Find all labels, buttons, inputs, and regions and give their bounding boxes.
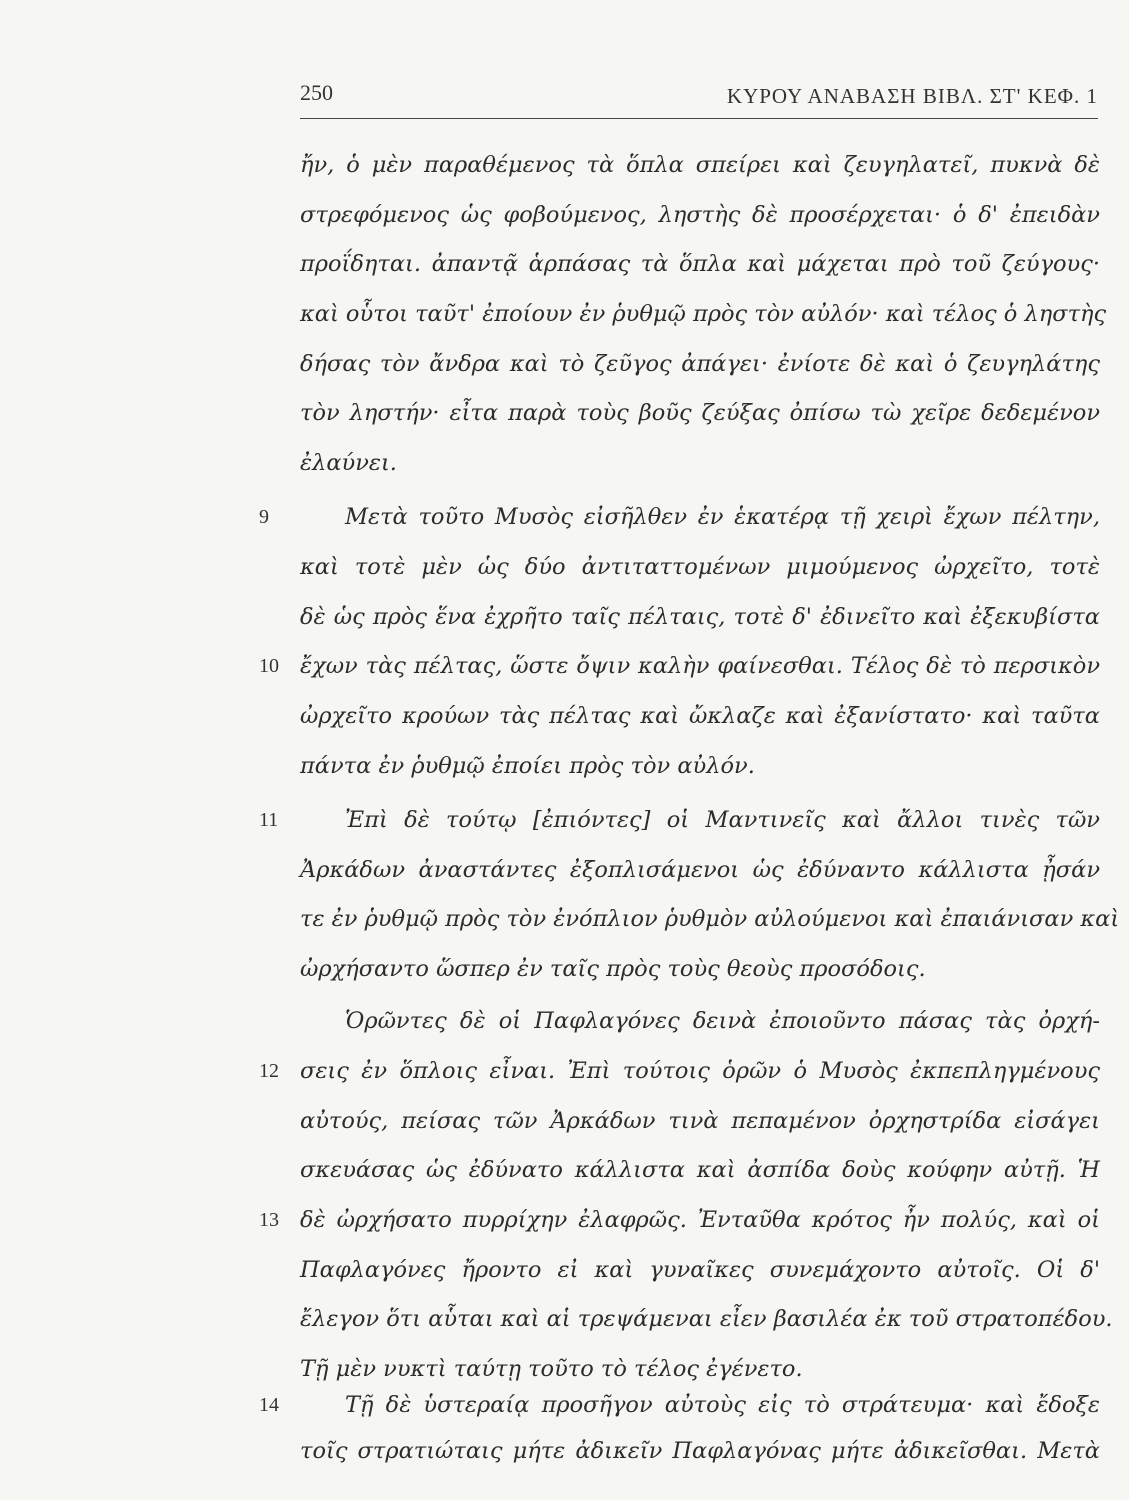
text-line: πάντα ἐν ῥυθμῷ ἐποίει πρὸς τὸν αὐλόν. bbox=[300, 753, 755, 779]
text-line: ἔχων τὰς πέλτας, ὥστε ὄψιν καλὴν φαίνεσθαι. Τέλος δὲ τὸ περσικὸν bbox=[300, 653, 1100, 679]
text-line: τὸν ληστήν· εἶτα παρὰ τοὺς βοῦς ζεύξας ὀπίσω τὼ χεῖρε δεδεμένον bbox=[300, 400, 1100, 426]
text-line: σκευάσας ὡς ἐδύνατο κάλλιστα καὶ ἀσπίδα δοὺς κούφην αὐτῇ. Ἡ bbox=[300, 1157, 1100, 1183]
text-line: Τῇ μὲν νυκτὶ ταύτῃ τοῦτο τὸ τέλος ἐγένετο. bbox=[300, 1356, 803, 1382]
text-line: σεις ἐν ὅπλοις εἶναι. Ἐπὶ τούτοις ὁρῶν ὁ Μυσὸς ἐκπεπληγμένους bbox=[300, 1058, 1100, 1084]
text-line: καὶ οὗτοι ταῦτ' ἐποίουν ἐν ῥυθμῷ πρὸς τὸν αὐλόν· καὶ τέλος ὁ ληστὴς bbox=[300, 301, 1107, 327]
text-line: προΐδηται. ἀπαντᾷ ἁρπάσας τὰ ὅπλα καὶ μάχεται πρὸ τοῦ ζεύγους· bbox=[300, 251, 1100, 277]
running-title: ΚΥΡΟΥ ΑΝΑΒΑΣΗ ΒΙΒΛ. ΣΤ' ΚΕΦ. 1 bbox=[726, 84, 1098, 108]
text-line: τοῖς στρατιώταις μήτε ἀδικεῖν Παφλαγόνας μήτε ἀδικεῖσθαι. Μετὰ bbox=[300, 1438, 1100, 1464]
section-number: 14 bbox=[259, 1394, 279, 1416]
text-line: στρεφόμενος ὡς φοβούμενος, ληστὴς δὲ προσέρχεται· ὁ δ' ἐπειδὰν bbox=[300, 202, 1100, 228]
text-line: ἤν, ὁ μὲν παραθέμενος τὰ ὅπλα σπείρει καὶ ζευγηλατεῖ, πυκνὰ δὲ bbox=[300, 152, 1100, 178]
text-line: Παφλαγόνες ἤροντο εἰ καὶ γυναῖκες συνεμάχοντο αὐτοῖς. Οἱ δ' bbox=[300, 1257, 1100, 1283]
bottom-region bbox=[0, 1465, 1129, 1500]
section-number: 13 bbox=[259, 1209, 279, 1231]
text-line: δήσας τὸν ἄνδρα καὶ τὸ ζεῦγος ἀπάγει· ἐνίοτε δὲ καὶ ὁ ζευγηλάτης bbox=[300, 351, 1100, 377]
text-line: ὠρχήσαντο ὥσπερ ἐν ταῖς πρὸς τοὺς θεοὺς προσόδοις. bbox=[300, 956, 926, 982]
text-line: τε ἐν ῥυθμῷ πρὸς τὸν ἐνόπλιον ῥυθμὸν αὐλούμενοι καὶ ἐπαιάνισαν καὶ bbox=[300, 906, 1120, 932]
text-line: ἔλεγον ὅτι αὗται καὶ αἱ τρεψάμεναι εἶεν βασιλέα ἐκ τοῦ στρατοπέδου. bbox=[300, 1306, 1113, 1332]
text-line: Τῇ δὲ ὑστεραίᾳ προσῆγον αὐτοὺς εἰς τὸ στράτευμα· καὶ ἔδοξε bbox=[345, 1392, 1100, 1418]
text-line: ὠρχεῖτο κρούων τὰς πέλτας καὶ ὤκλαζε καὶ ἐξανίστατο· καὶ ταῦτα bbox=[300, 703, 1100, 729]
text-line: αὐτούς, πείσας τῶν Ἀρκάδων τινὰ πεπαμένον ὀρχηστρίδα εἰσάγει bbox=[300, 1108, 1100, 1134]
text-line: Ὁρῶντες δὲ οἱ Παφλαγόνες δεινὰ ἐποιοῦντο πάσας τὰς ὀρχή- bbox=[345, 1008, 1100, 1034]
section-number: 10 bbox=[259, 655, 279, 677]
text-line: καὶ τοτὲ μὲν ὡς δύο ἀντιταττομένων μιμούμενος ὠρχεῖτο, τοτὲ bbox=[300, 554, 1100, 580]
text-line: δὲ ὠρχήσατο πυρρίχην ἐλαφρῶς. Ἐνταῦθα κρότος ἦν πολύς, καὶ οἱ bbox=[300, 1207, 1100, 1233]
text-line: Ἐπὶ δὲ τούτῳ [ἐπιόντες] οἱ Μαντινεῖς καὶ ἄλλοι τινὲς τῶν bbox=[345, 807, 1100, 833]
section-number: 11 bbox=[259, 809, 279, 831]
section-number: 12 bbox=[259, 1060, 279, 1082]
text-line: Ἀρκάδων ἀναστάντες ἐξοπλισάμενοι ὡς ἐδύναντο κάλλιστα ᾖσάν bbox=[300, 857, 1100, 883]
section-number: 9 bbox=[259, 506, 269, 528]
page-number: 250 bbox=[300, 80, 333, 105]
text-line: Μετὰ τοῦτο Μυσὸς εἰσῆλθεν ἐν ἑκατέρᾳ τῇ χειρὶ ἔχων πέλτην, bbox=[345, 504, 1100, 530]
text-line: δὲ ὡς πρὸς ἕνα ἐχρῆτο ταῖς πέλταις, τοτὲ δ' ἐδινεῖτο καὶ ἐξεκυβίστα bbox=[300, 604, 1100, 630]
text-line: ἐλαύνει. bbox=[300, 450, 397, 476]
